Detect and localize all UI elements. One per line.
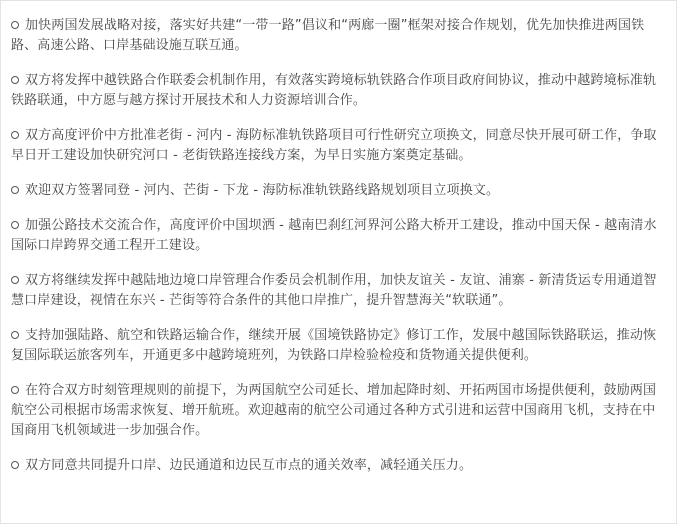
bullet-circle-icon xyxy=(11,186,19,194)
paragraph-text: 欢迎双方签署同登 - 河内、芒街 - 下龙 - 海防标准轨铁路线路规划项目立项换文。 xyxy=(25,183,500,198)
bullet-paragraph xyxy=(11,271,668,311)
paragraph-text: 在符合双方时刻管理规则的前提下，为两国航空公司延长、增加起降时刻、开拓两国市场提供便利，鼓励两国航空公司根据市场需求恢复、增开航班。欢迎越南的航空公司通过各种方式引进和运营中国商用飞机，支持在中国商用飞机领域进一步加强合作。 xyxy=(11,383,657,438)
bullet-paragraph xyxy=(11,216,668,256)
bullet-circle-icon xyxy=(11,76,19,84)
paragraph-text: 加强公路技术交流合作，高度评价中国坝洒 - 越南巴刹红河界河公路大桥开工建设，推动中国天保 - 越南清水国际口岸跨界交通工程开工建设。 xyxy=(11,218,657,253)
bullet-circle-icon xyxy=(11,461,19,469)
paragraph-text: 双方将继续发挥中越陆地边境口岸管理合作委员会机制作用，加快友谊关 - 友谊、浦寨 - 新清货运专用通道智慧口岸建设，视情在东兴 - 芒街等符合条件的其他口岸推广，提升智慧海关“软联通”。 xyxy=(11,273,657,308)
paragraph-text: 双方将发挥中越铁路合作联委会机制作用，有效落实跨境标轨铁路合作项目政府间协议，推动中越跨境标准轨铁路联通，中方愿与越方探讨开展技术和人力资源培训合作。 xyxy=(11,73,657,108)
document-body xyxy=(11,16,668,491)
bullet-circle-icon xyxy=(11,276,19,284)
paragraph-text: 支持加强陆路、航空和铁路运输合作，继续开展《国境铁路协定》修订工作，发展中越国际铁路联运，推动恢复国际联运旅客列车，开通更多中越跨境班列，为铁路口岸检验检疫和货物通关提供便利。 xyxy=(11,328,657,363)
bullet-paragraph xyxy=(11,16,668,56)
bullet-paragraph xyxy=(11,381,668,441)
bullet-paragraph xyxy=(11,126,668,166)
paragraph-text: 加快两国发展战略对接，落实好共建“一带一路”倡议和“两廊一圈”框架对接合作规划，优先加快推进两国铁路、高速公路、口岸基础设施互联互通。 xyxy=(11,18,645,53)
bullet-paragraph xyxy=(11,326,668,366)
paragraph-text: 双方高度评价中方批准老街 - 河内 - 海防标准轨铁路项目可行性研究立项换文，同意尽快开展可研工作，争取早日开工建设加快研究河口 - 老街铁路连接线方案，为早日实施方案奠定基础。 xyxy=(11,128,657,163)
paragraph-text: 双方同意共同提升口岸、边民通道和边民互市点的通关效率，减轻通关压力。 xyxy=(25,458,473,473)
bullet-paragraph xyxy=(11,71,668,111)
bullet-paragraph xyxy=(11,456,668,476)
bullet-paragraph xyxy=(11,181,668,201)
bullet-circle-icon xyxy=(11,131,19,139)
bullet-circle-icon xyxy=(11,21,19,29)
bullet-circle-icon xyxy=(11,331,19,339)
bullet-circle-icon xyxy=(11,221,19,229)
bullet-circle-icon xyxy=(11,386,19,394)
